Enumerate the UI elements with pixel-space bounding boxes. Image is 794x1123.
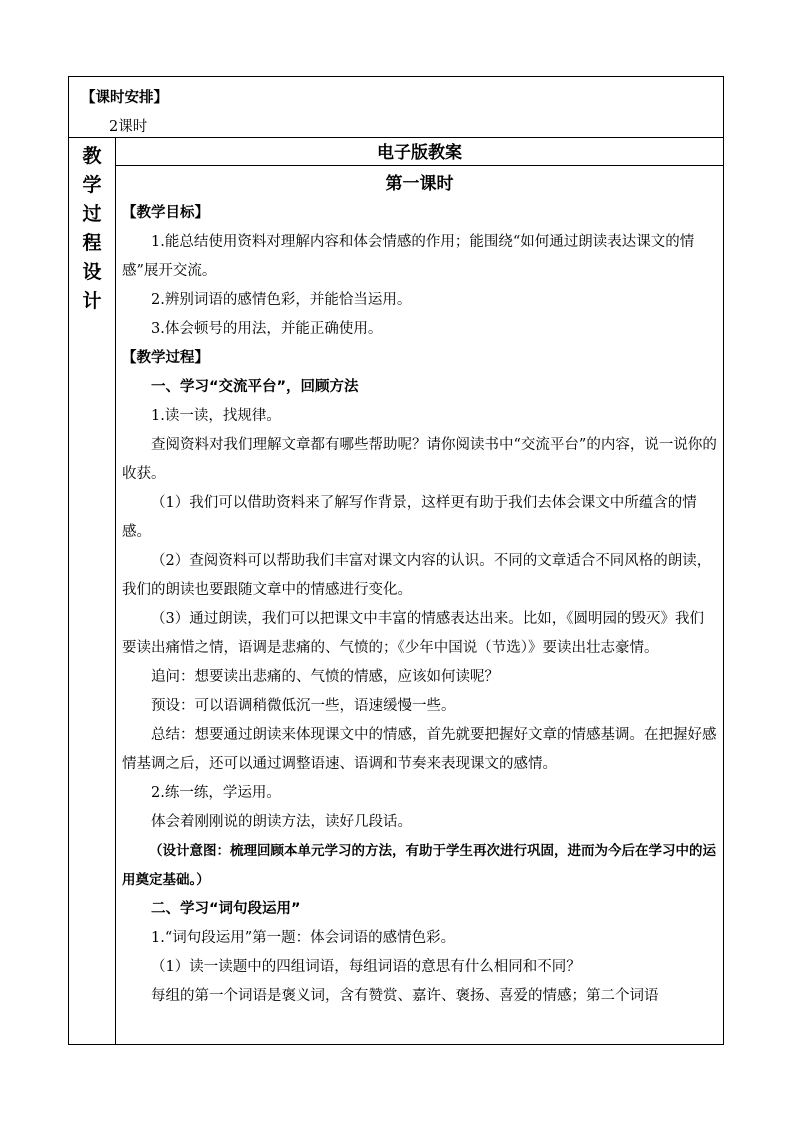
paragraph: 1.“词句段运用”第一题：体会词语的感情色彩。 (151, 930, 456, 946)
schedule-heading: 【课时安排】 (81, 90, 168, 106)
schedule-value: 2课时 (109, 119, 148, 135)
section-heading: 二、学习“词句段运用” (151, 901, 301, 917)
process-heading: 【教学过程】 (122, 350, 209, 366)
schedule-row (69, 77, 723, 138)
section-label-char: 计 (82, 290, 102, 312)
lesson-content (116, 137, 723, 1044)
paragraph: 预设：可以语调稍微低沉一些，语速缓慢一些。 (151, 698, 456, 714)
paragraph: 查阅资料对我们理解文章都有哪些帮助呢？请你阅读书中“交流平台”的内容，说一说你的收获。 (122, 437, 717, 482)
lesson-plan-table (68, 76, 724, 1045)
paragraph: 体会着刚刚说的朗读方法，读好几段话。 (151, 814, 412, 830)
paragraph: 3.体会顿号的用法，并能正确使用。 (151, 321, 383, 337)
paragraph: 总结：想要通过朗读来体现课文中的情感，首先就要把握好文章的情感基调。在把握好感情基调之后，还可以通过调整语速、语调和节奏来表现课文的感情。 (122, 727, 717, 772)
section-label-char: 程 (82, 232, 102, 254)
section-label-char: 过 (82, 203, 102, 225)
paragraph: 1.能总结使用资料对理解内容和体会情感的作用；能围绕“如何通过朗读表达课文的情感”展开交流。 (122, 234, 695, 279)
section-label-char: 学 (82, 174, 102, 196)
paragraph: 2.练一练，学运用。 (151, 785, 281, 801)
paragraph: （3）通过朗读，我们可以把课文中丰富的情感表达出来。比如，《圆明园的毁灭》我们要读出痛惜之情，语调是悲痛的、气愤的；《少年中国说（节选）》要读出壮志豪情。 (122, 611, 704, 656)
paragraph: （2）查阅资料可以帮助我们丰富对课文内容的认识。不同的文章适合不同风格的朗读，我们的朗读也要跟随文章中的情感进行变化。 (122, 553, 712, 598)
lesson-title: 第一课时 (385, 174, 454, 194)
section-heading: 一、学习“交流平台”，回顾方法 (151, 379, 359, 395)
paragraph: 1.读一读，找规律。 (151, 408, 281, 424)
doc-title: 电子版教案 (116, 137, 723, 166)
lesson-body (122, 199, 717, 1011)
objectives-heading: 【教学目标】 (122, 205, 209, 221)
section-label-column (69, 137, 116, 1044)
paragraph: （1）读一读题中的四组词语，每组词语的意思有什么相同和不同？ (151, 959, 581, 975)
section-label-char: 设 (82, 261, 102, 283)
paragraph: 2.辨别词语的感情色彩，并能恰当运用。 (151, 292, 412, 308)
paragraph: 每组的第一个词语是褒义词，含有赞赏、嘉许、褒扬、喜爱的情感；第二个词语 (151, 988, 659, 1004)
paragraph: 追问：想要读出悲痛的、气愤的情感，应该如何读呢？ (151, 669, 499, 685)
design-intent-note: （设计意图：梳理回顾本单元学习的方法，有助于学生再次进行巩固，进而为今后在学习中的运用奠定基础。） (122, 843, 716, 888)
paragraph: （1）我们可以借助资料来了解写作背景，这样更有助于我们去体会课文中所蕴含的情感。 (122, 495, 697, 540)
section-label-char: 教 (82, 145, 102, 167)
